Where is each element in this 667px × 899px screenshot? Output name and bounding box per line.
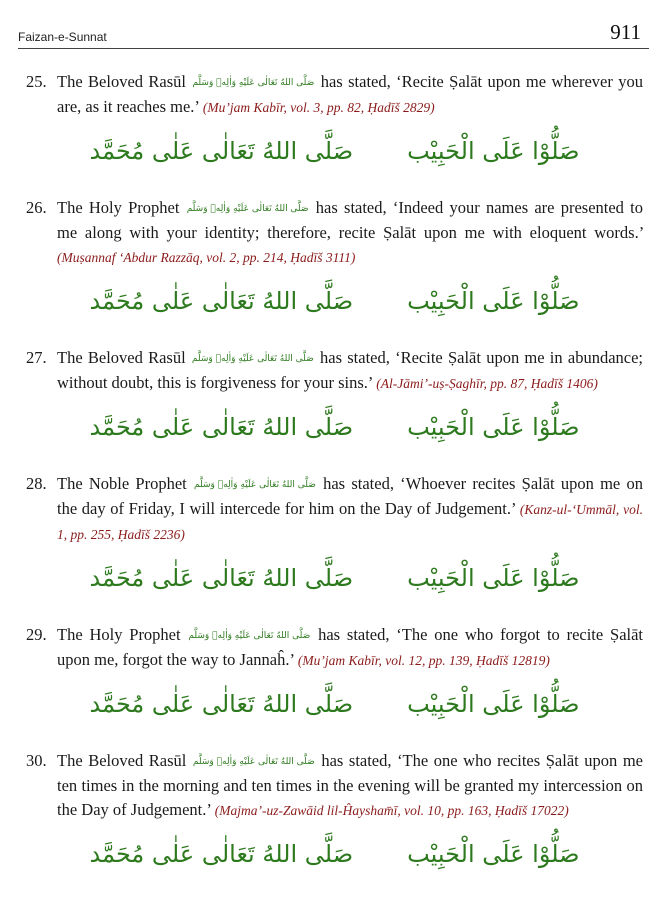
entry-body: has stated, ‘Recite Ṣalāt upon me wherever you are, as it reaches me.’ bbox=[57, 72, 644, 116]
entry-body: has stated, ‘Recite Ṣalāt upon me in abundance; without doubt, this is forgiveness for your sins.’ bbox=[57, 348, 643, 392]
entry-lead: The Holy Prophet bbox=[57, 625, 181, 644]
entry-text bbox=[57, 472, 643, 547]
page-header bbox=[18, 18, 641, 44]
durood-line bbox=[26, 286, 643, 316]
entry-lead: The Noble Prophet bbox=[57, 474, 187, 493]
durood-line bbox=[26, 839, 643, 869]
durood-left: صَلُّوْا عَلَى الْحَبِيْب bbox=[407, 413, 580, 441]
entry-number: 25. bbox=[26, 72, 47, 91]
entry-text bbox=[57, 749, 643, 823]
entry-lead: The Beloved Rasūl bbox=[57, 348, 186, 367]
entry-lead: The Beloved Rasūl bbox=[57, 72, 187, 91]
entry-body: has stated, ‘Whoever recites Ṣalāt upon me on the day of Friday, I will intercede for him on the Day of Judgement.’ bbox=[57, 474, 643, 518]
hadith-entry bbox=[26, 346, 643, 396]
durood-left: صَلُّوْا عَلَى الْحَبِيْب bbox=[407, 137, 580, 165]
entry-reference: (Majma’-uz-Zawāid lil-Ĥaysham̄ī, vol. 10, pp. 163, Ḥadīš 17022) bbox=[214, 803, 569, 818]
hadith-entry bbox=[26, 70, 643, 120]
durood-line bbox=[26, 689, 643, 719]
entry-text bbox=[57, 623, 643, 673]
durood-right: صَلَّى اللهُ تَعَالٰى عَلٰى مُحَمَّد bbox=[89, 137, 354, 165]
durood-line bbox=[26, 412, 643, 442]
hadith-entry bbox=[26, 749, 643, 823]
entry-reference: (Al-Jāmi’-uṣ-Ṣaghīr, pp. 87, Ḥadīš 1406) bbox=[376, 376, 598, 391]
hadith-list bbox=[26, 70, 643, 899]
durood-right: صَلَّى اللهُ تَعَالٰى عَلٰى مُحَمَّد bbox=[89, 690, 354, 718]
honorific-calligraphy: صَلَّى اللهُ تَعَالٰى عَلَيْهِ وَاٰلِهٖ وَسَلَّم bbox=[194, 480, 316, 490]
header-rule bbox=[18, 48, 649, 49]
entry-text bbox=[57, 346, 643, 396]
durood-left: صَلُّوْا عَلَى الْحَبِيْب bbox=[407, 287, 580, 315]
hadith-entry bbox=[26, 623, 643, 673]
entry-number: 27. bbox=[26, 348, 47, 367]
entry-body: has stated, ‘Indeed your names are presented to me along with your identity; therefore, recite Ṣalāt upon me with eloquent words.’ bbox=[57, 198, 644, 242]
durood-right: صَلَّى اللهُ تَعَالٰى عَلٰى مُحَمَّد bbox=[89, 287, 354, 315]
durood-left: صَلُّوْا عَلَى الْحَبِيْب bbox=[407, 690, 580, 718]
honorific-calligraphy: صَلَّى اللهُ تَعَالٰى عَلَيْهِ وَاٰلِهٖ وَسَلَّم bbox=[192, 757, 315, 767]
durood-right: صَلَّى اللهُ تَعَالٰى عَلٰى مُحَمَّد bbox=[89, 564, 354, 592]
book-title: Faizan-e-Sunnat bbox=[18, 30, 107, 44]
durood-line bbox=[26, 136, 643, 166]
hadith-entry bbox=[26, 472, 643, 547]
page-number: 911 bbox=[610, 20, 641, 44]
entry-number: 28. bbox=[26, 474, 47, 493]
entry-lead: The Holy Prophet bbox=[57, 198, 180, 217]
entry-number: 26. bbox=[26, 198, 47, 217]
durood-right: صَلَّى اللهُ تَعَالٰى عَلٰى مُحَمَّد bbox=[89, 840, 354, 868]
honorific-calligraphy: صَلَّى اللهُ تَعَالٰى عَلَيْهِ وَاٰلِهٖ وَسَلَّم bbox=[191, 354, 314, 364]
honorific-calligraphy: صَلَّى اللهُ تَعَالٰى عَلَيْهِ وَاٰلِهٖ وَسَلَّم bbox=[186, 204, 309, 214]
entry-body: has stated, ‘The one who forgot to recite Ṣalāt upon me, forgot the way to Jannaĥ.’ bbox=[57, 625, 644, 669]
entry-text bbox=[57, 196, 643, 270]
durood-left: صَلُّوْا عَلَى الْحَبِيْب bbox=[407, 564, 580, 592]
honorific-calligraphy: صَلَّى اللهُ تَعَالٰى عَلَيْهِ وَاٰلِهٖ وَسَلَّم bbox=[192, 78, 315, 88]
entry-number: 30. bbox=[26, 751, 47, 770]
entry-lead: The Beloved Rasūl bbox=[57, 751, 187, 770]
entry-reference: (Mu’jam Kabīr, vol. 12, pp. 139, Ḥadīš 12819) bbox=[297, 653, 550, 668]
entry-reference: (Kanz-ul-‘Ummāl, vol. 1, pp. 255, Ḥadīš 2236) bbox=[57, 502, 643, 542]
durood-line bbox=[26, 563, 643, 593]
entry-number: 29. bbox=[26, 625, 47, 644]
honorific-calligraphy: صَلَّى اللهُ تَعَالٰى عَلَيْهِ وَاٰلِهٖ وَسَلَّم bbox=[188, 631, 311, 641]
entry-body: has stated, ‘The one who recites Ṣalāt upon me ten times in the morning and ten times in the evening will be granted my intercession on the Day of Judgement.’ bbox=[57, 751, 643, 819]
durood-right: صَلَّى اللهُ تَعَالٰى عَلٰى مُحَمَّد bbox=[89, 413, 354, 441]
entry-reference: (Muṣannaf ‘Abdur Razzāq, vol. 2, pp. 214, Ḥadīš 3111) bbox=[57, 250, 356, 265]
entry-text bbox=[57, 70, 643, 120]
entry-reference: (Mu’jam Kabīr, vol. 3, pp. 82, Ḥadīš 2829) bbox=[202, 100, 435, 115]
durood-left: صَلُّوْا عَلَى الْحَبِيْب bbox=[407, 840, 580, 868]
hadith-entry bbox=[26, 196, 643, 270]
